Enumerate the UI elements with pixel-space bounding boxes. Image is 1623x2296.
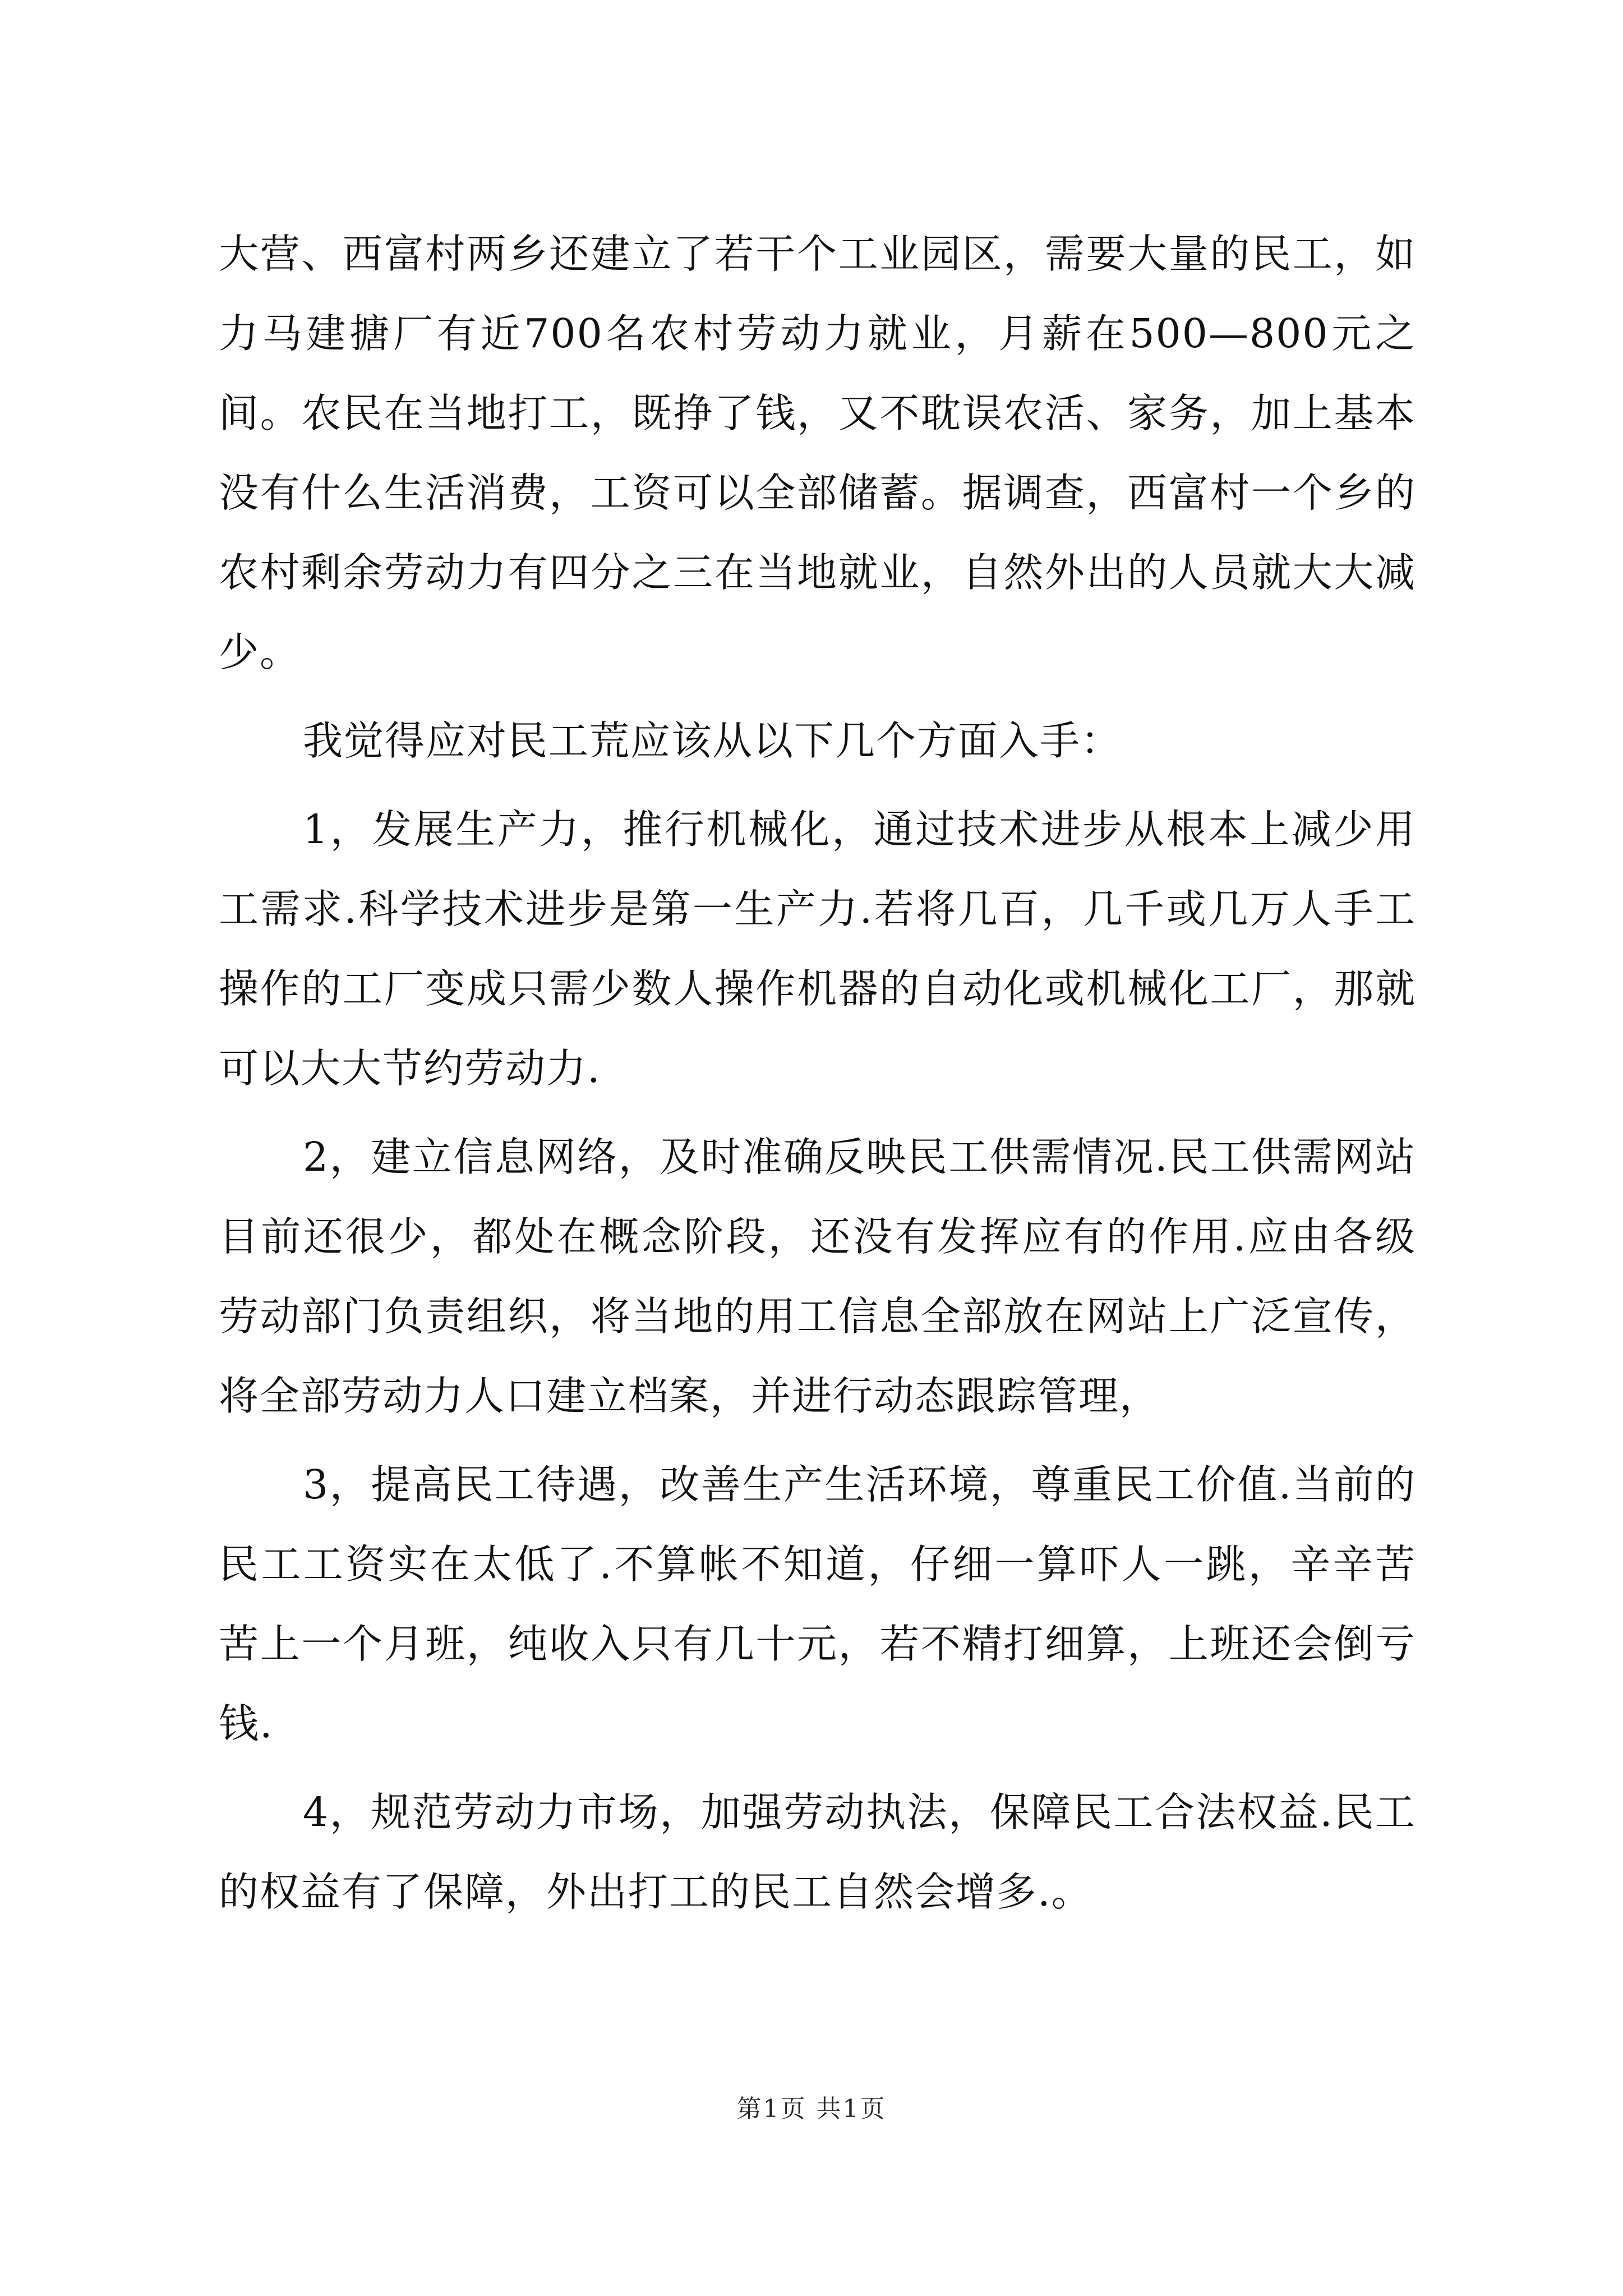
page-footer: 第1页 共1页 — [736, 2095, 887, 2123]
document-body — [219, 214, 1416, 1932]
paragraph-point-4: 4，规范劳动力市场，加强劳动执法，保障民工合法权益.民工的权益有了保障，外出打工的民工自然会增多.。 — [219, 1789, 1416, 1915]
paragraph-point-3: 3，提高民工待遇，改善生产生活环境，尊重民工价值.当前的民工工资实在太低了.不算帐不知道，仔细一算吓人一跳，辛辛苦苦上一个月班，纯收入只有几十元，若不精打细算，上班还会倒亏钱. — [219, 1461, 1416, 1747]
paragraph-point-2: 2，建立信息网络，及时准确反映民工供需情况.民工供需网站目前还很少，都处在概念阶段，还没有发挥应有的作用.应由各级劳动部门负责组织，将当地的用工信息全部放在网站上广泛宣传，将全部劳动力人口建立档案，并进行动态跟踪管理， — [219, 1134, 1416, 1419]
paragraph-point-1: 1，发展生产力，推行机械化，通过技术进步从根本上减少用工需求.科学技术进步是第一生产力.若将几百，几千或几万人手工操作的工厂变成只需少数人操作机器的自动化或机械化工厂，那就可以大大节约劳动力. — [219, 806, 1416, 1092]
paragraph-intro: 我觉得应对民工荒应该从以下几个方面入手： — [303, 717, 1122, 764]
paragraph-continuation: 大营、西富村两乡还建立了若干个工业园区，需要大量的民工，如力马建搪厂有近700名农村劳动力就业，月薪在500—800元之间。农民在当地打工，既挣了钱，又不耽误农活、家务，加上基本没有什么生活消费，工资可以全部储蓄。据调查，西富村一个乡的农村剩余劳动力有四分之三在当地就业，自然外出的人员就大大减少。 — [219, 231, 1416, 675]
